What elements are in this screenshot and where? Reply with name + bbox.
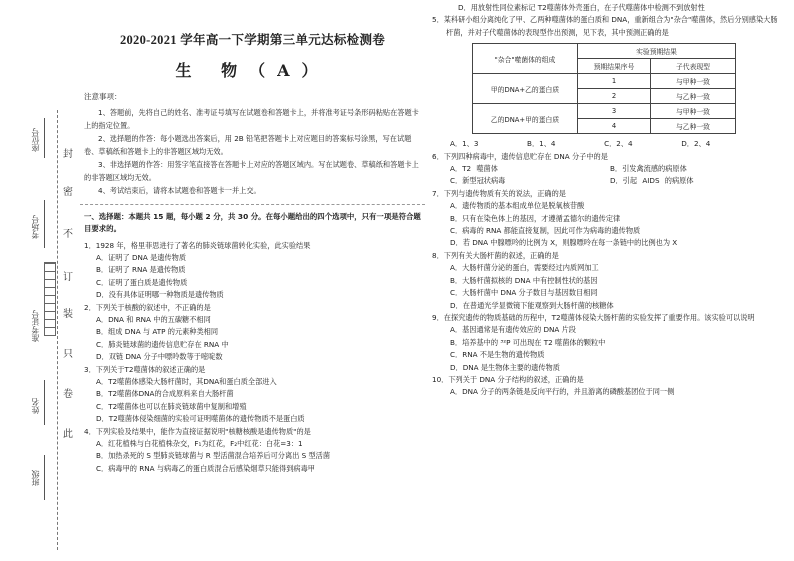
question-6 — [432, 151, 782, 188]
option: C．病毒甲的 RNA 与病毒乙的蛋白质混合后感染烟草只能得到病毒甲 — [96, 463, 315, 473]
question-9 — [432, 312, 782, 374]
divider — [80, 204, 425, 205]
field-class: 班级 — [31, 470, 40, 486]
result-table — [472, 43, 736, 134]
option: B．引发禽流感的病原体 — [610, 164, 687, 174]
table-cell: 3 — [578, 104, 651, 119]
table-header: 预期结果序号 — [578, 59, 651, 74]
option: C．RNA 不是生物的遗传物质 — [450, 350, 545, 360]
table-cell: 1 — [578, 74, 651, 89]
left-column — [80, 30, 425, 475]
option: B．1、4 — [527, 139, 556, 149]
field-line — [44, 455, 45, 500]
field-line — [44, 380, 45, 425]
subject-title: 生 物（A） — [175, 61, 330, 80]
field-line — [44, 118, 45, 158]
option: A．基因通常是有遗传效应的 DNA 片段 — [450, 325, 576, 335]
field-name: 姓名 — [31, 398, 40, 414]
question-8 — [432, 250, 782, 312]
option: C．新型冠状病毒 — [450, 176, 506, 186]
note-item: 4、考试结束后，请将本试题卷和答题卡一并上交。 — [98, 186, 261, 195]
question-2 — [80, 302, 425, 364]
question-stem: 8．下列有关大肠杆菌的叙述，正确的是 — [432, 250, 559, 260]
table-cell: 甲的DNA+乙的蛋白质 — [473, 74, 578, 104]
option: D．双链 DNA 分子中嘌呤数等于嘧啶数 — [96, 352, 223, 362]
option: C．大肠杆菌中 DNA 分子数目与基因数目相同 — [450, 288, 598, 298]
note-item: 3、非选择题的作答：用签字笔直接答在答题卡上对应的答题区域内。写在试题卷、草稿纸和答题卡上的非答题区域均无效。 — [84, 160, 419, 182]
table-cell: 与甲种一致 — [651, 104, 736, 119]
field-ticket-number: 准考证号 — [31, 310, 40, 342]
seal-char: 此 — [63, 429, 73, 440]
option: B．只有在染色体上的基因，才遵循孟德尔的遗传定律 — [450, 213, 621, 223]
field-line — [44, 200, 45, 248]
option: D．若 DNA 中腺嘌呤的比例为 X，则腺嘌呤在每一条链中的比例也为 X — [450, 238, 678, 248]
question-1 — [80, 240, 425, 302]
option: D．DNA 是生物体主要的遗传物质 — [450, 362, 560, 372]
seal-char: 卷 — [63, 389, 73, 400]
option: A．证明了 DNA 是遗传物质 — [96, 252, 187, 262]
seal-char: 密 — [63, 187, 73, 198]
option: B．T2噬菌体DNA的合成原料来自大肠杆菌 — [96, 389, 234, 399]
table-cell: 与乙种一致 — [651, 89, 736, 104]
binding-dashed-line — [57, 110, 58, 550]
question-stem: 2．下列关于核酸的叙述中，不正确的是 — [84, 302, 211, 312]
question-stem: 3．下列关于T2噬菌体的叙述正确的是 — [84, 364, 206, 374]
field-exam-room: 考场号 — [31, 215, 40, 239]
notes-heading: 注意事项： — [84, 92, 122, 101]
table-cell: 与乙种一致 — [651, 119, 736, 134]
option: D．T2噬菌体侵染细菌的实验可证明噬菌体的遗传物质不是蛋白质 — [96, 414, 305, 424]
option: A．红花植株与白花植株杂交，F₁为红花，F₂中红花：白花=3：1 — [96, 439, 303, 448]
option: A．T2 噬菌体 — [450, 164, 498, 174]
question-stem: 5．某科研小组分离纯化了甲、乙两种噬菌体的蛋白质和 DNA，重新组合为"杂合"噬菌体，然后分别感染大肠杆菌，并对子代噬菌体的表现型作出预测，见下表，其中预测正确的是 — [432, 15, 778, 37]
answer-options-row — [432, 138, 782, 150]
table-header: "杂合"噬菌体的组成 — [473, 44, 578, 74]
option: D．在普通光学显微镜下能观察到大肠杆菌的核糖体 — [450, 300, 614, 310]
options-row — [432, 175, 782, 187]
option: C．证明了蛋白质是遗传物质 — [96, 277, 188, 287]
option: D．用放射性同位素标记 T2噬菌体外壳蛋白，在子代噬菌体中检测不到放射性 — [458, 3, 705, 12]
option: A．大肠杆菌分泌的蛋白，需要经过内质网加工 — [450, 263, 599, 273]
question-7 — [432, 188, 782, 250]
option: B．加热杀死的 S 型肺炎链球菌与 R 型活菌混合培养后可分离出 S 型活菌 — [96, 451, 331, 461]
section-heading: 一、选择题：本题共 15 题，每小题 2 分，共 30 分。在每小题给出的四个选项中，只有一项是符合题目要求的。 — [84, 211, 421, 233]
option: C．T2噬菌体也可以在肺炎链球菌中复制和增殖 — [96, 401, 247, 411]
option: A．DNA 分子的两条链是反向平行的，并且游离的磷酸基团位于同一侧 — [450, 387, 675, 397]
seal-char: 装 — [63, 309, 73, 320]
option: B．培养基中的 ³²P 可出现在 T2 噬菌体的颗粒中 — [450, 337, 606, 347]
question-stem: 9．在探究遗传的物质基础的历程中，T2噬菌体侵染大肠杆菌的实验发挥了重要作用。该实验可以说明 — [432, 312, 755, 322]
option: C．肺炎链球菌的遗传信息贮存在 RNA 中 — [96, 339, 229, 349]
question-stem: 1．1928 年，格里菲思进行了著名的肺炎链球菌转化实验，此实验结果 — [84, 240, 311, 250]
table-cell: 2 — [578, 89, 651, 104]
option: B．大肠杆菌拟核的 DNA 中有控制性状的基因 — [450, 275, 598, 285]
option: B．组成 DNA 与 ATP 的元素种类相同 — [96, 327, 219, 337]
table-cell: 乙的DNA+甲的蛋白质 — [473, 104, 578, 134]
ticket-number-grid — [44, 262, 56, 336]
option: D．引起 AIDS 的病原体 — [610, 176, 694, 186]
option: B．证明了 RNA 是遗传物质 — [96, 265, 186, 275]
table-header: 实验预期结果 — [578, 44, 736, 59]
option: D．没有具体证明哪一种物质是遗传物质 — [96, 290, 224, 300]
option: A．遗传物质的基本组成单位是脱氧核苷酸 — [450, 201, 585, 211]
option: A．1、3 — [450, 139, 479, 149]
seal-char: 封 — [63, 149, 73, 160]
question-stem: 10．下列关于 DNA 分子结构的叙述，正确的是 — [432, 374, 584, 384]
note-item: 1、答题前，先将自己的姓名、准考证号填写在试题卷和答题卡上，并将准考证号条形码粘贴在答题卡上的指定位置。 — [84, 108, 419, 130]
field-seat-number: 座位号 — [31, 128, 40, 152]
question-5 — [432, 14, 782, 150]
question-stem: 6．下列四种病毒中，遗传信息贮存在 DNA 分子中的是 — [432, 151, 608, 161]
note-item: 2、选择题的作答：每小题选出答案后，用 2B 铅笔把答题卡上对应题目的答案标号涂黑，写在试题卷、草稿纸和答题卡上的非答题区域均无效。 — [84, 134, 412, 156]
table-cell: 与甲种一致 — [651, 74, 736, 89]
question-10 — [432, 374, 782, 399]
options-row — [432, 163, 782, 175]
right-column — [432, 2, 782, 399]
question-stem: 7．下列与遗传物质有关的说法，正确的是 — [432, 188, 566, 198]
table-header: 子代表现型 — [651, 59, 736, 74]
seal-char: 订 — [63, 272, 73, 283]
seal-char: 只 — [63, 349, 73, 360]
question-stem: 4．下列实验及结果中，能作为直接证据说明"核糖核酸是遗传物质"的是 — [84, 426, 311, 436]
binding-margin — [0, 0, 78, 561]
option: A．DNA 和 RNA 中的五碳糖不相同 — [96, 314, 211, 324]
option: C．病毒的 RNA 都能直接复制，因此可作为病毒的遗传物质 — [450, 226, 641, 236]
seal-char: 不 — [63, 229, 73, 240]
exam-title: 2020-2021 学年高一下学期第三单元达标检测卷 — [119, 33, 386, 47]
option: C．2、4 — [604, 139, 633, 149]
table-cell: 4 — [578, 119, 651, 134]
option: D．2、4 — [681, 139, 711, 149]
option: A．T2噬菌体感染大肠杆菌时，其DNA和蛋白质全部进入 — [96, 376, 277, 386]
question-3 — [80, 364, 425, 426]
question-4 — [80, 426, 425, 476]
